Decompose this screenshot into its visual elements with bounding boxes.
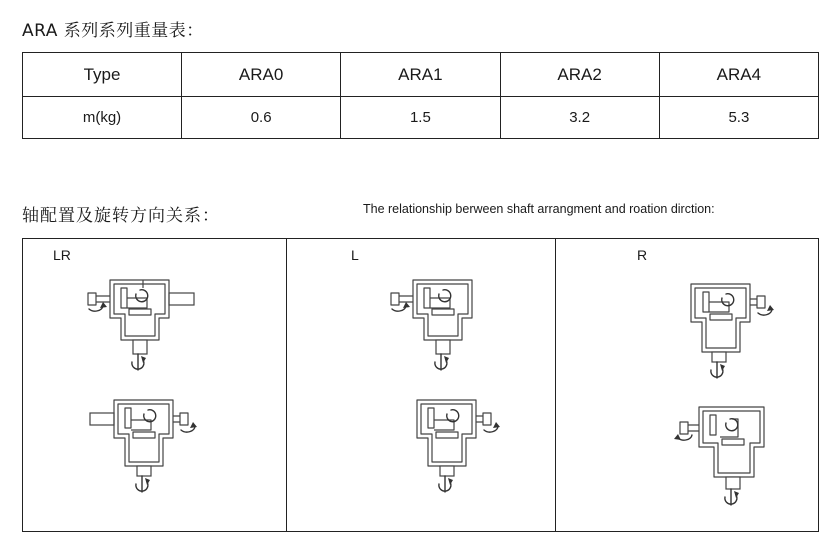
panel-label-l: L: [351, 247, 359, 263]
table-cell: 0.6: [182, 97, 341, 139]
column-header: Type: [23, 53, 182, 97]
table-header-row: [23, 53, 819, 97]
shaft-arrangement-subtitle: The relationship berween shaft arrangment and roation dirction:: [363, 202, 715, 216]
table-cell: 1.5: [341, 97, 500, 139]
shaft-arrangement-title: 轴配置及旋转方向关系：: [22, 206, 220, 226]
column-header: ARA0: [182, 53, 341, 97]
table-cell: m(kg): [23, 97, 182, 139]
table-row: [23, 97, 819, 139]
weight-table-title: ARA 系列系列重量表：: [22, 21, 204, 41]
panel-divider: [555, 238, 556, 532]
table-cell: 3.2: [500, 97, 659, 139]
panel-label-r: R: [637, 247, 648, 263]
weight-table: [22, 52, 819, 139]
column-header: ARA4: [659, 53, 818, 97]
panel-label-lr: LR: [53, 247, 71, 263]
table-cell: 5.3: [659, 97, 818, 139]
gearbox-r-top-diagram: [688, 278, 788, 383]
gearbox-r-bottom-diagram: [674, 405, 774, 510]
panel-divider: [286, 238, 287, 532]
gearbox-l-bottom-diagram: [388, 398, 513, 498]
column-header: ARA2: [500, 53, 659, 97]
gearbox-l-top-diagram: [388, 278, 488, 378]
gearbox-lr-top-diagram: [85, 278, 200, 378]
gearbox-lr-bottom-diagram: [85, 398, 200, 498]
column-header: ARA1: [341, 53, 500, 97]
